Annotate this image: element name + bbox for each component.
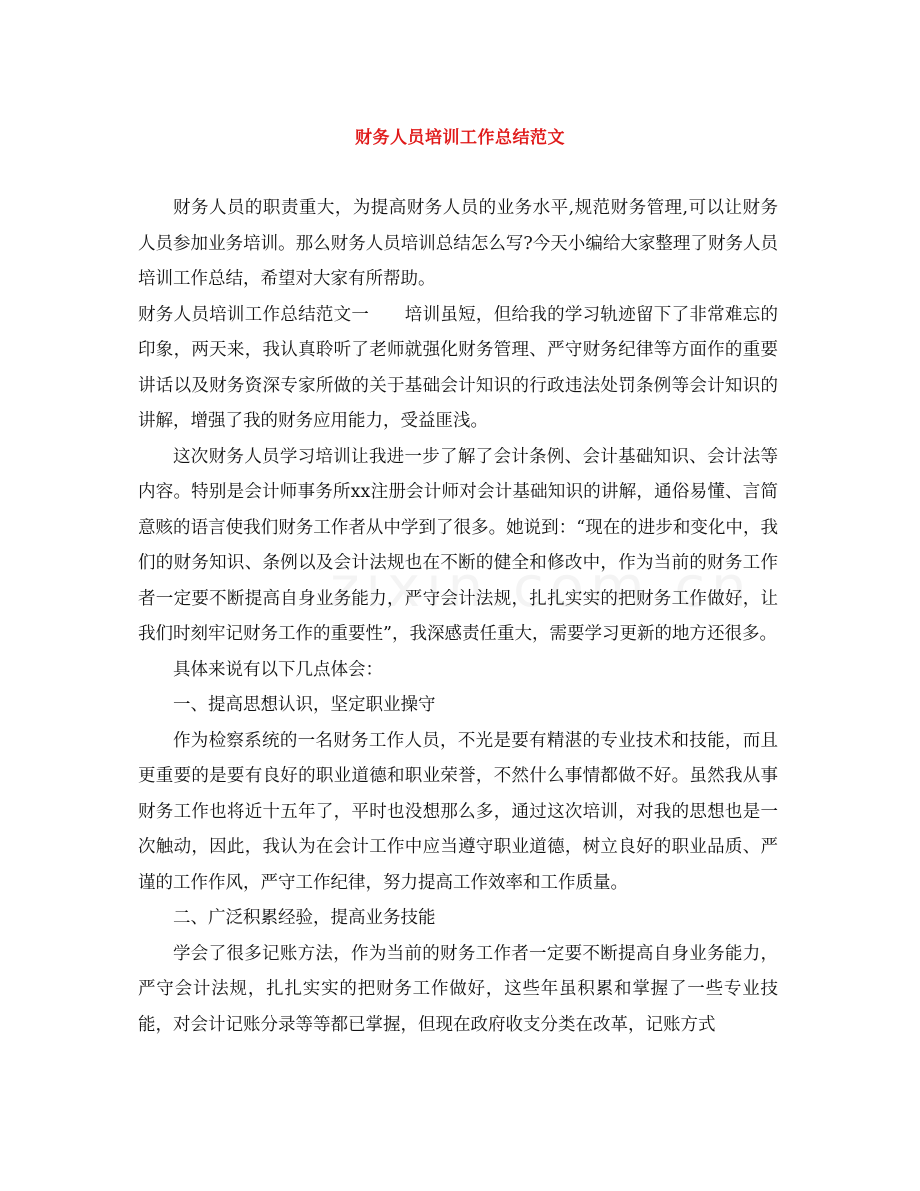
summary-one-paragraph: 财务人员培训工作总结范文一 培训虽短，但给我的学习轨迹留下了非常难忘的印象，两天来，我认真聆听了老师就强化财务管理、严守财务纪律等方面作的重要讲话以及财务资深专家所做的关于基础会计知识的行政违法处罚条例等会计知识的讲解，增强了我的财务应用能力，受益匪浅。	[138, 304, 778, 431]
experience-intro-paragraph: 具体来说有以下几点体会：	[173, 659, 383, 680]
section-two-paragraph: 学会了很多记账方法，作为当前的财务工作者一定要不断提高自身业务能力，严守会计法规，扎扎实实的把财务工作做好，这些年虽积累和掌握了一些专业技能，对会计记账分录等等都已掌握，但现在政府收支分类在改革，记账方式	[138, 943, 778, 1035]
section-heading-one: 一、提高思想认识，坚定职业操守	[173, 695, 436, 715]
section-one-paragraph: 作为检察系统的一名财务工作人员，不光是要有精湛的专业技术和技能，而且更重要的是要有良好的职业道德和职业荣誉，不然什么事情都做不好。虽然我从事财务工作也将近十五年了，平时也没想那么多，通过这次培训，对我的思想也是一次触动，因此，我认为在会计工作中应当遵守职业道德，树立良好的职业品质、严谨的工作作风，严守工作纪律，努力提高工作效率和工作质量。	[138, 730, 778, 893]
training-content-paragraph: 这次财务人员学习培训让我进一步了解了会计条例、会计基础知识、会计法等内容。特别是会计师事务所xx注册会计师对会计基础知识的讲解，通俗易懂、言简意赅的语言使我们财务工作者从中学到了很多。她说到：“现在的进步和变化中，我们的财务知识、条例以及会计法规也在不断的健全和修改中，作为当前的财务工作者一定要不断提高自身业务能力，严守会计法规，扎扎实实的把财务工作做好，让我们时刻牢记财务工作的重要性”，我深感责任重大，需要学习更新的地方还很多。	[138, 446, 778, 644]
intro-paragraph: 财务人员的职责重大，为提高财务人员的业务水平,规范财务管理,可以让财务人员参加业务培训。那么财务人员培训总结怎么写?今天小编给大家整理了财务人员培训工作总结，希望对大家有所帮助。	[138, 198, 778, 289]
document-body	[138, 191, 778, 1043]
section-heading-two: 二、广泛积累经验，提高业务技能	[173, 908, 436, 928]
document-title: 财务人员培训工作总结范文	[355, 128, 565, 148]
